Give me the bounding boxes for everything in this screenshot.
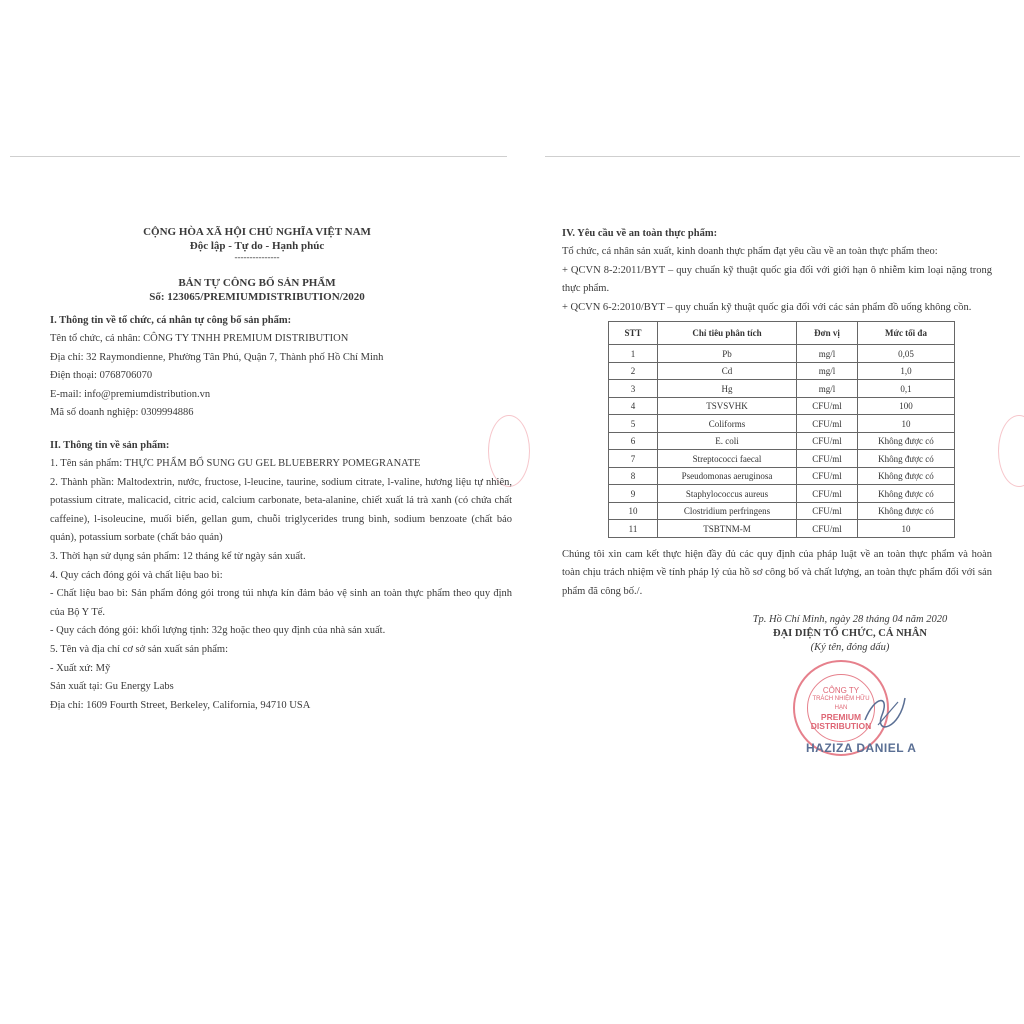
standard-2: + QCVN 6-2:2010/BYT – quy chuẩn kỹ thuật quốc gia đối với các sản phẩm đồ uống không cồn. [562, 301, 972, 313]
table-body [609, 345, 955, 538]
header-dashes: --------------- [234, 252, 280, 262]
cell-indicator: Clostridium perfringens [658, 502, 797, 520]
safety-spec-table [608, 321, 955, 538]
signature-block [730, 613, 970, 655]
top-divider-right [545, 156, 1020, 157]
cell-stt: 1 [609, 345, 658, 363]
cell-indicator: TSVSVHK [658, 397, 797, 415]
cell-stt: 11 [609, 520, 658, 538]
country-name: CỘNG HÒA XÃ HỘI CHỦ NGHĨA VIỆT NAM [143, 226, 371, 238]
document-header [2, 225, 512, 304]
cell-indicator: Pseudomonas aeruginosa [658, 467, 797, 485]
cell-indicator: Pb [658, 345, 797, 363]
cell-unit: mg/l [797, 362, 858, 380]
table-header-row [609, 322, 955, 345]
document-number: Số: 123065/PREMIUMDISTRIBUTION/2020 [149, 291, 365, 303]
cell-unit: CFU/ml [797, 450, 858, 468]
section1-title: I. Thông tin về tổ chức, cá nhân tự công bố sản phẩm: [50, 315, 292, 326]
org-tax-code: Mã số doanh nghiệp: 0309994886 [50, 407, 194, 419]
cell-max: 10 [858, 520, 955, 538]
cell-stt: 2 [609, 362, 658, 380]
cell-indicator: Staphylococcus aureus [658, 485, 797, 503]
representative-title: ĐẠI DIỆN TỔ CHỨC, CÁ NHÂN [772, 628, 927, 639]
manufacturer-title: 5. Tên và địa chỉ cơ sở sản xuất sản phẩm: [50, 643, 228, 655]
commitment-text: Chúng tôi xin cam kết thực hiện đầy đủ các quy định của pháp luật về an toàn thực phẩm và hoàn toàn chịu trách nhiệm về tính pháp lý của hồ sơ công bố và chất lượng, an toàn thực phẩm đối với sản phẩm đã công bố./. [562, 548, 992, 598]
origin: - Xuất xứ: Mỹ [50, 662, 111, 674]
table-row [609, 362, 955, 380]
cell-indicator: Coliforms [658, 415, 797, 433]
cell-unit: CFU/ml [797, 415, 858, 433]
table-row [609, 397, 955, 415]
cell-stt: 8 [609, 467, 658, 485]
cell-stt: 7 [609, 450, 658, 468]
cell-unit: CFU/ml [797, 432, 858, 450]
left-page [50, 225, 512, 715]
document-title: BẢN TỰ CÔNG BỐ SẢN PHẨM [178, 277, 336, 289]
cell-unit: CFU/ml [797, 485, 858, 503]
cell-max: Không được có [858, 450, 955, 468]
cell-max: 1,0 [858, 362, 955, 380]
cell-stt: 4 [609, 397, 658, 415]
cell-indicator: Hg [658, 380, 797, 398]
table-row [609, 485, 955, 503]
product-ingredients: 2. Thành phần: Maltodextrin, nước, fructose, l-leucine, taurine, sodium citrate, l-valine, hương liệu tự nhiên, potassium citrate, malicacid, citric acid, calcium carbonate, beta-alanine, chiết xuất lá trà xanh (có chứa chất caffeine), l-isoleucine, muối biển, gellan gum, chuỗi triglycerides trung bình, sodium benzoate (chất bảo quản), potassium sorbate (chất bảo quản) [50, 476, 512, 544]
stamp-text-company: CÔNG TY [822, 685, 860, 695]
motto: Độc lập - Tự do - Hạnh phúc [189, 240, 325, 252]
made-at: Sản xuất tại: Gu Energy Labs [50, 681, 174, 693]
cell-max: 10 [858, 415, 955, 433]
packaging-spec: - Quy cách đóng gói: khối lượng tịnh: 32g hoặc theo quy định của nhà sản xuất. [50, 625, 386, 637]
cell-unit: CFU/ml [797, 502, 858, 520]
cell-stt: 3 [609, 380, 658, 398]
org-address: Địa chỉ: 32 Raymondienne, Phường Tân Phú, Quận 7, Thành phố Hồ Chí Minh [50, 351, 384, 363]
cell-unit: CFU/ml [797, 467, 858, 485]
section2-title: II. Thông tin về sản phẩm: [50, 439, 170, 451]
signer-name: HAZIZA DANIEL A [806, 741, 917, 755]
sign-note: (Ký tên, đóng dấu) [810, 642, 890, 653]
cell-stt: 5 [609, 415, 658, 433]
packaging-title: 4. Quy cách đóng gói và chất liệu bao bì: [50, 569, 223, 581]
stamp-text-name2: DISTRIBUTION [810, 720, 872, 731]
cell-unit: mg/l [797, 380, 858, 398]
table-row [609, 432, 955, 450]
cell-indicator: Cd [658, 362, 797, 380]
cell-max: Không được có [858, 485, 955, 503]
cell-stt: 10 [609, 502, 658, 520]
cell-max: Không được có [858, 467, 955, 485]
cell-max: 0,05 [858, 345, 955, 363]
right-page [562, 225, 992, 602]
cell-unit: CFU/ml [797, 520, 858, 538]
handwritten-signature [860, 690, 910, 735]
cell-indicator: Streptococci faecal [658, 450, 797, 468]
edge-stamp-mark-right [998, 415, 1024, 487]
cell-max: Không được có [858, 432, 955, 450]
cell-max: 100 [858, 397, 955, 415]
cell-max: Không được có [858, 502, 955, 520]
col-header-max: Mức tối đa [858, 322, 955, 345]
col-header-stt: STT [609, 322, 658, 345]
packaging-material: - Chất liệu bao bì: Sản phẩm đóng gói trong túi nhựa kín đảm bảo vệ sinh an toàn thực phẩm theo quy định của Bộ Y Tế. [50, 588, 512, 618]
manufacturer-address: Địa chỉ: 1609 Fourth Street, Berkeley, California, 94710 USA [50, 699, 311, 711]
shelf-life: 3. Thời hạn sử dụng sản phẩm: 12 tháng kể từ ngày sản xuất. [50, 550, 306, 562]
cell-stt: 6 [609, 432, 658, 450]
org-phone: Điện thoại: 0768706070 [50, 370, 153, 382]
section4-intro: Tổ chức, cá nhân sản xuất, kinh doanh thực phẩm đạt yêu cầu về an toàn thực phẩm theo: [562, 246, 938, 257]
table-row [609, 502, 955, 520]
table-row [609, 345, 955, 363]
cell-indicator: TSBTNM-M [658, 520, 797, 538]
cell-unit: CFU/ml [797, 397, 858, 415]
stamp-text-name1: PREMIUM [820, 711, 862, 722]
cell-max: 0,1 [858, 380, 955, 398]
cell-unit: mg/l [797, 345, 858, 363]
org-email: E-mail: info@premiumdistribution.vn [50, 388, 211, 400]
place-date: Tp. Hồ Chí Minh, ngày 28 tháng 04 năm 2020 [752, 614, 948, 625]
stamp-text-type: TRÁCH NHIỆM HỮU HẠN [812, 695, 870, 711]
product-name: 1. Tên sản phẩm: THỰC PHẨM BỔ SUNG GU GEL BLUEBERRY POMEGRANATE [50, 457, 421, 469]
org-name: Tên tổ chức, cá nhân: CÔNG TY TNHH PREMIUM DISTRIBUTION [50, 333, 349, 344]
standard-1: + QCVN 8-2:2011/BYT – quy chuẩn kỹ thuật quốc gia đối với giới hạn ô nhiễm kim loại nặng trong thực phẩm. [562, 264, 992, 295]
table-row [609, 415, 955, 433]
cell-indicator: E. coli [658, 432, 797, 450]
cell-stt: 9 [609, 485, 658, 503]
col-header-unit: Đơn vị [797, 322, 858, 345]
table-row [609, 450, 955, 468]
table-row [609, 467, 955, 485]
table-row [609, 380, 955, 398]
section4-title: IV. Yêu cầu về an toàn thực phẩm: [562, 228, 718, 239]
col-header-indicator: Chỉ tiêu phân tích [658, 322, 797, 345]
table-row [609, 520, 955, 538]
top-divider-left [10, 156, 507, 157]
